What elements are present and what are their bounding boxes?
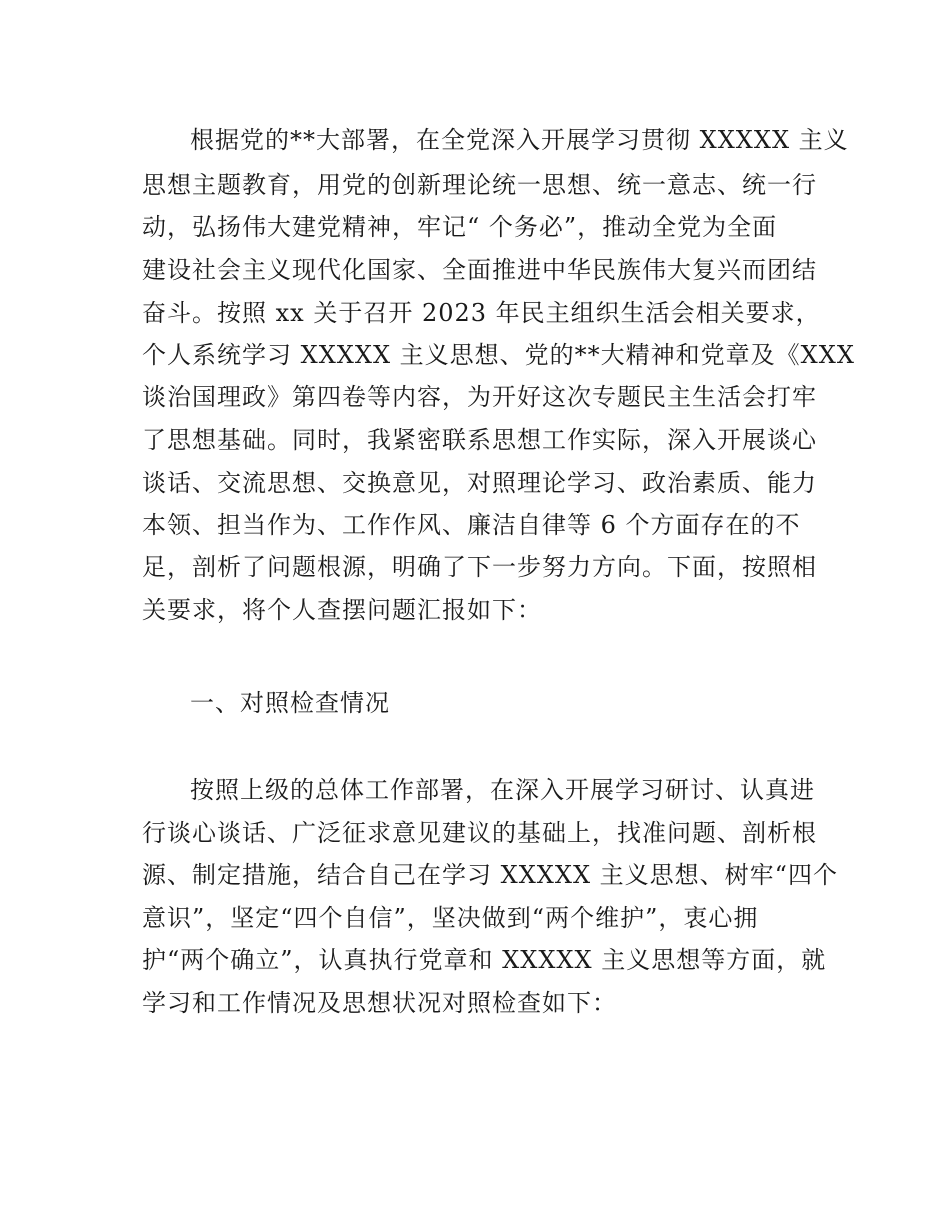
- paragraph-2-line-1: 按照上级的总体工作部署，在深入开展学习研讨、认真进: [190, 776, 815, 804]
- paragraph-1-line-8: 了思想基础。同时，我紧密联系思想工作实际，深入开展谈心: [142, 426, 817, 454]
- paragraph-1-line-7: 谈治国理政》第四卷等内容，为开好这次专题民主生活会打牢: [142, 383, 817, 411]
- paragraph-2-line-4: 意识”，坚定“四个自信”，坚决做到“两个维护”，衷心拥: [142, 904, 759, 932]
- paragraph-1-line-9: 谈话、交流思想、交换意见，对照理论学习、政治素质、能力: [142, 469, 817, 497]
- paragraph-1-line-1: 根据党的**大部署，在全党深入开展学习贯彻 XXXXX 主义: [190, 126, 849, 154]
- paragraph-1-line-5: 奋斗。按照 xx 关于召开 2023 年民主组织生活会相关要求，: [142, 299, 821, 327]
- section-heading-1: 一、对照检查情况: [190, 689, 390, 717]
- paragraph-1-line-10: 本领、担当作为、工作作风、廉洁自律等 6 个方面存在的不: [142, 511, 801, 539]
- paragraph-2-line-6: 学习和工作情况及思想状况对照检查如下：: [142, 989, 617, 1017]
- paragraph-1-line-11: 足，剖析了问题根源，明确了下一步努力方向。下面，按照相: [142, 553, 817, 581]
- paragraph-2-line-2: 行谈心谈话、广泛征求意见建议的基础上，找准问题、剖析根: [142, 819, 817, 847]
- paragraph-1-line-6: 个人系统学习 XXXXX 主义思想、党的**大精神和党章及《XXX: [142, 341, 855, 369]
- paragraph-1-line-12: 关要求，将个人查摆问题汇报如下：: [142, 596, 542, 624]
- paragraph-2-line-5: 护“两个确立”，认真执行党章和 XXXXX 主义思想等方面，就: [142, 946, 827, 974]
- paragraph-1-line-4: 建设社会主义现代化国家、全面推进中华民族伟大复兴而团结: [142, 256, 817, 284]
- paragraph-2-line-3: 源、制定措施，结合自己在学习 XXXXX 主义思想、树牢“四个: [142, 861, 838, 889]
- paragraph-1-line-3: 动，弘扬伟大建党精神，牢记“ 个务必”，推动全党为全面: [142, 213, 778, 241]
- paragraph-1-line-2: 思想主题教育，用党的创新理论统一思想、统一意志、统一行: [142, 171, 817, 199]
